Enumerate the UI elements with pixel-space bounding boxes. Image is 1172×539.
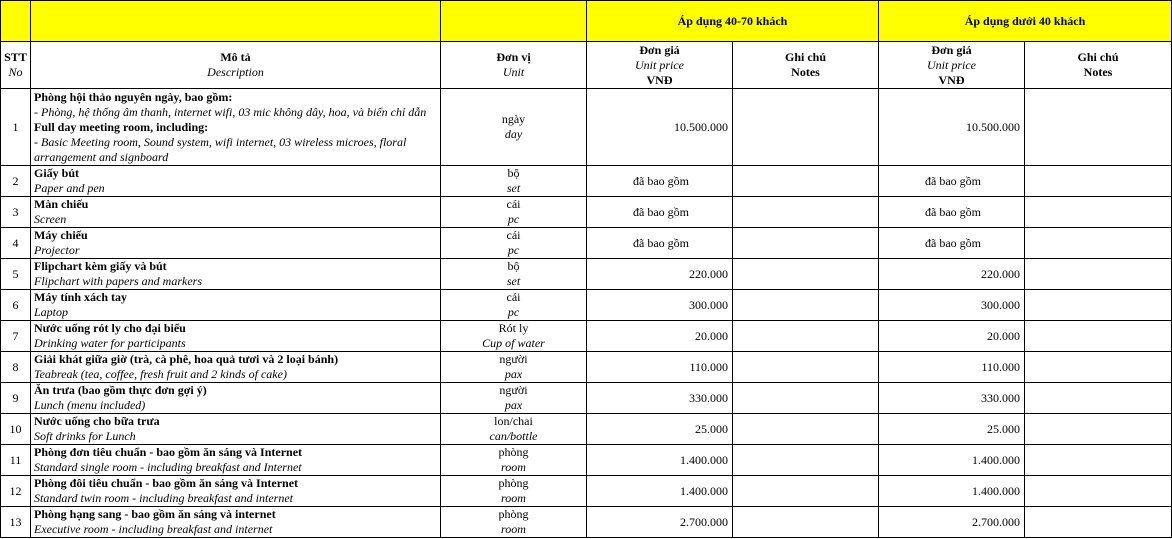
- row-description: [31, 228, 441, 259]
- unit-vn: cái: [506, 197, 521, 211]
- price-b-header-currency: VNĐ: [938, 72, 965, 87]
- unit-vn: lon/chai: [494, 414, 533, 428]
- row-unit: [441, 352, 587, 383]
- price-40-70: 20.000: [587, 321, 733, 352]
- unit-vn: ngày: [501, 112, 526, 126]
- description-vn: Phòng đôi tiêu chuẩn - bao gồm ăn sáng và Internet: [34, 476, 299, 490]
- row-number: 7: [1, 321, 31, 352]
- notes-under-40: [1025, 290, 1172, 321]
- description-en: Standard single room - including breakfast and Internet: [34, 460, 302, 474]
- description-en-detail: - Basic Meeting room, Sound system, wifi internet, 03 wireless microes, floral arrangement and signboard: [34, 134, 407, 164]
- price-under-40: 10.500.000: [879, 89, 1025, 166]
- price-under-40: 1.400.000: [879, 476, 1025, 507]
- price-under-40: 1.400.000: [879, 445, 1025, 476]
- description-vn: Flipchart kèm giấy và bút: [34, 259, 167, 273]
- row-number: 2: [1, 166, 31, 197]
- description-vn: Phòng hạng sang - bao gồm ăn sáng và internet: [34, 507, 276, 521]
- unit-vn: phòng: [498, 445, 529, 459]
- unit-vn: cái: [506, 290, 521, 304]
- description-header: [31, 42, 441, 89]
- row-number: 1: [1, 89, 31, 166]
- price-under-40: đã bao gồm: [879, 166, 1025, 197]
- row-description: [31, 197, 441, 228]
- row-unit: [441, 166, 587, 197]
- description-en: Screen: [34, 212, 67, 226]
- description-vn: Giấy bút: [34, 166, 80, 180]
- notes-b-header: [1025, 42, 1172, 89]
- notes-under-40: [1025, 197, 1172, 228]
- unit-vn: người: [499, 383, 528, 397]
- row-unit: [441, 228, 587, 259]
- notes-under-40: [1025, 321, 1172, 352]
- group-40-70-header: Áp dụng 40-70 khách: [587, 1, 879, 42]
- group-under-40-header: Áp dụng dưới 40 khách: [879, 1, 1172, 42]
- notes-under-40: [1025, 507, 1172, 538]
- notes-under-40: [1025, 476, 1172, 507]
- unit-vn: bộ: [507, 166, 520, 180]
- description-en: Teabreak (tea, coffee, fresh fruit and 2 kinds of cake): [34, 367, 287, 381]
- header-blank-cell: [31, 1, 441, 42]
- table-row: [1, 290, 1172, 321]
- price-a-header-en: Unit price: [635, 57, 684, 72]
- row-description: [31, 414, 441, 445]
- price-40-70: đã bao gồm: [587, 166, 733, 197]
- table-row: [1, 228, 1172, 259]
- unit-en: room: [501, 491, 526, 505]
- unit-vn: bộ: [507, 259, 520, 273]
- row-unit: [441, 445, 587, 476]
- notes-40-70: [733, 414, 879, 445]
- notes-40-70: [733, 290, 879, 321]
- description-en: Full day meeting room, including:: [34, 119, 209, 134]
- row-unit: [441, 290, 587, 321]
- description-header-vn: Mô tả: [220, 50, 251, 64]
- row-description: [31, 321, 441, 352]
- unit-vn: cái: [506, 228, 521, 242]
- unit-en: day: [504, 127, 523, 141]
- stt-header-en: No: [8, 65, 23, 79]
- notes-under-40: [1025, 352, 1172, 383]
- price-under-40: 300.000: [879, 290, 1025, 321]
- notes-b-header-vn: Ghi chú: [1077, 50, 1119, 64]
- row-description: [31, 290, 441, 321]
- row-unit: [441, 321, 587, 352]
- notes-under-40: [1025, 166, 1172, 197]
- price-b-header-vn: Đơn giá: [931, 42, 972, 57]
- notes-under-40: [1025, 445, 1172, 476]
- price-40-70: đã bao gồm: [587, 197, 733, 228]
- row-description: [31, 352, 441, 383]
- price-under-40: đã bao gồm: [879, 228, 1025, 259]
- description-en: Laptop: [34, 305, 69, 319]
- table-row: [1, 507, 1172, 538]
- unit-header-en: Unit: [502, 65, 525, 79]
- notes-under-40: [1025, 228, 1172, 259]
- unit-en: can/bottle: [489, 429, 538, 443]
- unit-en: pax: [504, 398, 523, 412]
- price-under-40: 220.000: [879, 259, 1025, 290]
- unit-en: room: [501, 522, 526, 536]
- description-vn: Nước uống rót ly cho đại biểu: [34, 321, 186, 335]
- row-unit: [441, 414, 587, 445]
- row-unit: [441, 89, 587, 166]
- notes-40-70: [733, 321, 879, 352]
- price-a-header-vn: Đơn giá: [639, 42, 680, 57]
- description-vn-detail: - Phòng, hệ thống âm thanh, internet wifi, 03 mic không dây, hoa, và biển chỉ dẫn: [34, 104, 427, 119]
- price-under-40: đã bao gồm: [879, 197, 1025, 228]
- row-description: [31, 476, 441, 507]
- unit-vn: phòng: [498, 476, 529, 490]
- notes-under-40: [1025, 383, 1172, 414]
- row-unit: [441, 507, 587, 538]
- price-40-70: 25.000: [587, 414, 733, 445]
- table-row: [1, 383, 1172, 414]
- price-40-70: 1.400.000: [587, 476, 733, 507]
- row-number: 9: [1, 383, 31, 414]
- price-a-header: [587, 42, 733, 89]
- description-vn: Máy tính xách tay: [34, 290, 127, 304]
- description-en: Soft drinks for Lunch: [34, 429, 136, 443]
- table-row: [1, 89, 1172, 166]
- column-header-row: [1, 42, 1172, 89]
- price-under-40: 2.700.000: [879, 507, 1025, 538]
- table-row: [1, 197, 1172, 228]
- notes-40-70: [733, 352, 879, 383]
- row-number: 13: [1, 507, 31, 538]
- unit-en: pc: [507, 305, 520, 319]
- table-row: [1, 476, 1172, 507]
- unit-en: set: [506, 181, 521, 195]
- row-description: [31, 89, 441, 166]
- notes-b-header-en: Notes: [1083, 65, 1113, 79]
- unit-en: room: [501, 460, 526, 474]
- price-a-header-currency: VNĐ: [646, 72, 673, 87]
- price-40-70: 2.700.000: [587, 507, 733, 538]
- row-description: [31, 445, 441, 476]
- row-unit: [441, 476, 587, 507]
- notes-40-70: [733, 228, 879, 259]
- price-40-70: 330.000: [587, 383, 733, 414]
- notes-under-40: [1025, 259, 1172, 290]
- row-description: [31, 259, 441, 290]
- description-vn: Màn chiếu: [34, 197, 89, 211]
- price-40-70: 1.400.000: [587, 445, 733, 476]
- description-en: Flipchart with papers and markers: [34, 274, 202, 288]
- price-under-40: 20.000: [879, 321, 1025, 352]
- notes-a-header-en: Notes: [791, 65, 820, 79]
- table-row: [1, 166, 1172, 197]
- row-number: 6: [1, 290, 31, 321]
- stt-header: [1, 42, 31, 89]
- description-en: Paper and pen: [34, 181, 105, 195]
- row-description: [31, 166, 441, 197]
- notes-40-70: [733, 89, 879, 166]
- unit-en: pc: [507, 212, 520, 226]
- row-number: 8: [1, 352, 31, 383]
- description-vn: Phòng hội thảo nguyên ngày, bao gồm:: [34, 89, 233, 104]
- row-number: 12: [1, 476, 31, 507]
- unit-header-vn: Đơn vị: [496, 50, 531, 64]
- description-en: Lunch (menu included): [34, 398, 146, 412]
- header-blank-cell: [1, 1, 31, 42]
- notes-40-70: [733, 197, 879, 228]
- unit-header: [441, 42, 587, 89]
- row-number: 11: [1, 445, 31, 476]
- group-header-row: [1, 1, 1172, 42]
- description-header-en: Description: [207, 65, 264, 79]
- header-blank-cell: [441, 1, 587, 42]
- notes-40-70: [733, 445, 879, 476]
- price-under-40: 110.000: [879, 352, 1025, 383]
- table-row: [1, 414, 1172, 445]
- table-row: [1, 321, 1172, 352]
- row-unit: [441, 197, 587, 228]
- unit-vn: Rót ly: [498, 321, 529, 335]
- description-vn: Máy chiếu: [34, 228, 88, 242]
- unit-en: pax: [504, 367, 523, 381]
- price-40-70: 220.000: [587, 259, 733, 290]
- notes-under-40: [1025, 89, 1172, 166]
- description-vn: Nước uống cho bữa trưa: [34, 414, 160, 428]
- unit-en: Cup of water: [482, 336, 545, 350]
- notes-40-70: [733, 507, 879, 538]
- table-row: [1, 445, 1172, 476]
- price-b-header: [879, 42, 1025, 89]
- row-unit: [441, 383, 587, 414]
- price-40-70: đã bao gồm: [587, 228, 733, 259]
- row-description: [31, 507, 441, 538]
- price-b-header-en: Unit price: [927, 57, 976, 72]
- notes-40-70: [733, 476, 879, 507]
- unit-vn: người: [499, 352, 528, 366]
- price-40-70: 300.000: [587, 290, 733, 321]
- description-en: Drinking water for participants: [34, 336, 186, 350]
- unit-vn: phòng: [498, 507, 529, 521]
- notes-40-70: [733, 259, 879, 290]
- unit-en: set: [506, 274, 521, 288]
- price-under-40: 25.000: [879, 414, 1025, 445]
- table-row: [1, 259, 1172, 290]
- description-en: Standard twin room - including breakfast and internet: [34, 491, 293, 505]
- description-vn: Giải khát giữa giờ (trà, cà phê, hoa quả tươi và 2 loại bánh): [34, 352, 339, 366]
- row-unit: [441, 259, 587, 290]
- row-number: 10: [1, 414, 31, 445]
- notes-40-70: [733, 383, 879, 414]
- price-40-70: 110.000: [587, 352, 733, 383]
- table-row: [1, 352, 1172, 383]
- description-en: Projector: [34, 243, 80, 257]
- notes-40-70: [733, 166, 879, 197]
- price-40-70: 10.500.000: [587, 89, 733, 166]
- unit-en: pc: [507, 243, 520, 257]
- notes-a-header-vn: Ghi chú: [784, 50, 826, 64]
- row-number: 3: [1, 197, 31, 228]
- row-description: [31, 383, 441, 414]
- notes-a-header: [733, 42, 879, 89]
- price-under-40: 330.000: [879, 383, 1025, 414]
- stt-header-vn: STT: [4, 50, 27, 64]
- notes-under-40: [1025, 414, 1172, 445]
- row-number: 5: [1, 259, 31, 290]
- row-number: 4: [1, 228, 31, 259]
- description-vn: Phòng đơn tiêu chuẩn - bao gồm ăn sáng và Internet: [34, 445, 303, 459]
- description-en: Executive room - including breakfast and internet: [34, 522, 273, 536]
- description-vn: Ăn trưa (bao gồm thực đơn gợi ý): [34, 383, 207, 397]
